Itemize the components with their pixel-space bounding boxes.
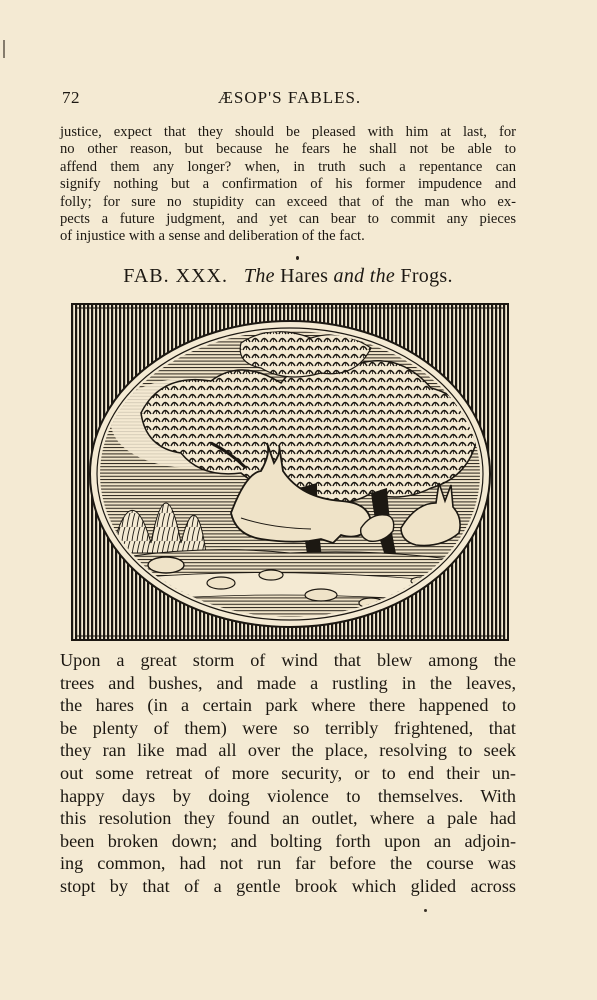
woodcut-hares-icon [71,303,509,641]
text-line: the hares (in a certain park where there happened to [60,695,516,716]
text-line: pects a future judgment, and yet can bear to commit any pieces [60,211,516,228]
running-head: ÆSOP'S FABLES. [217,88,362,107]
text-line: they ran like mad all over the place, resolving to seek [60,740,516,761]
text-line: ing common, had not run far before the course was [60,853,516,874]
text-line: folly; for sure no stupidity can exceed that of the man who ex- [60,193,516,210]
page-edge-mark [3,40,5,58]
title-word: Frogs. [395,265,453,287]
previous-fable-text [60,124,516,246]
title-word: and [333,265,365,287]
text-line: be plenty of them) were so terribly frightened, that [60,717,516,738]
ink-speck [424,909,427,912]
text-line: out some retreat of more security, or to end their un- [60,762,516,783]
text-line: Upon a great storm of wind that blew among the [60,650,516,670]
fable-body-text [60,649,516,898]
text-line: justice, expect that they should be pleased with him at last, for [60,124,516,140]
title-word: The [243,265,275,287]
fable-number: FAB. XXX. [123,265,228,287]
text-line: signify nothing but a confirmation of his former impudence and [60,176,516,193]
text-line: of injustice with a sense and deliberation of the fact. [60,228,365,245]
text-line: no other reason, but because he fears he shall not be able to [60,141,516,158]
text-line: been broken down; and bolting forth upon an adjoin- [60,830,516,851]
ink-dot [296,256,299,260]
fable-heading [60,265,516,288]
text-line: trees and bushes, and made a rustling in the leaves, [60,672,516,693]
text-line: affend them any longer? when, in truth such a repentance can [60,158,516,175]
page-number: 72 [62,88,80,107]
text-line: happy days by doing violence to themselves. With [60,785,516,806]
title-word: the [369,265,396,287]
text-line: this resolution they found an outlet, where a pale had [60,808,516,829]
title-word: Hares [274,265,334,287]
page-header [62,88,517,112]
text-line: stopt by that of a gentle brook which glided across [60,875,516,896]
